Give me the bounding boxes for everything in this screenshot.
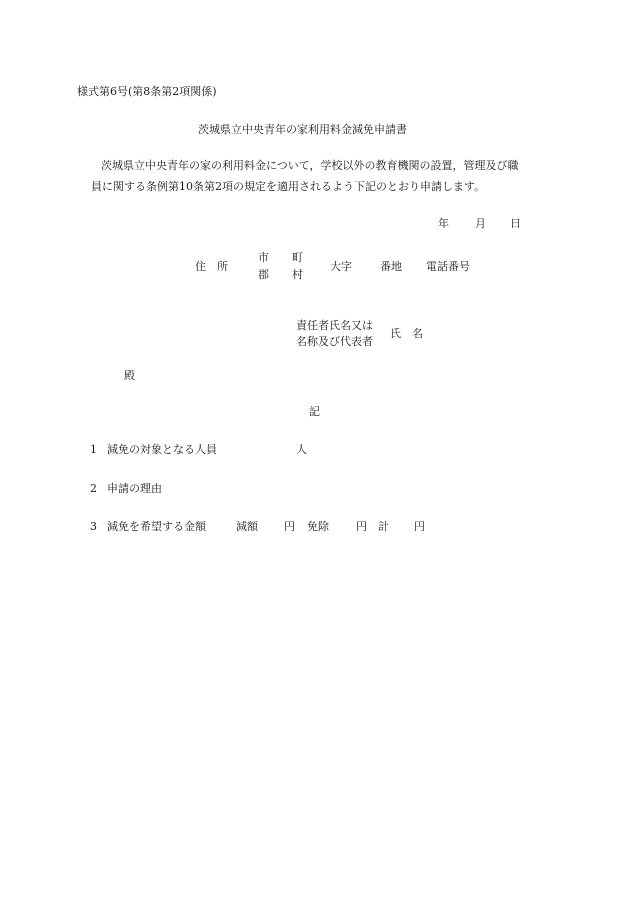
address-phone: 電話番号 xyxy=(426,260,470,273)
applicant-label-line2: 名称及び代表者 xyxy=(296,335,373,348)
intro-text-line2: 員に関する条例第10条第2項の規定を適用されるよう下記のとおり申請します。 xyxy=(91,180,486,193)
intro-text-line1: 茨城県立中央青年の家の利用料金について，学校以外の教育機関の設置，管理及び職 xyxy=(101,159,519,172)
item3-reduction: 減額 xyxy=(236,520,258,533)
date-day: 日 xyxy=(510,217,521,230)
document-title: 茨城県立中央青年の家利用料金減免申請書 xyxy=(198,123,407,136)
applicant-label-line1: 責任者氏名又は xyxy=(296,319,373,332)
item3-exemption: 免除 xyxy=(307,520,329,533)
item1-unit: 人 xyxy=(296,443,307,456)
address-mura: 村 xyxy=(292,268,303,281)
addressee-suffix: 殿 xyxy=(124,369,135,382)
date-year: 年 xyxy=(438,217,449,230)
ki-heading: 記 xyxy=(309,405,320,418)
address-banchi: 番地 xyxy=(380,260,402,273)
address-shi: 市 xyxy=(258,251,269,264)
address-label: 住 所 xyxy=(195,260,228,273)
item3-yen2: 円 xyxy=(356,520,367,533)
item1-label: 減免の対象となる人員 xyxy=(107,443,217,456)
date-month: 月 xyxy=(475,217,486,230)
item3-number: 3 xyxy=(90,520,97,533)
item3-yen3: 円 xyxy=(414,520,425,533)
item3-yen1: 円 xyxy=(284,520,295,533)
address-oaza: 大字 xyxy=(330,260,352,273)
applicant-name-label: 氏 名 xyxy=(390,327,423,340)
item3-label: 減免を希望する金額 xyxy=(107,520,206,533)
item3-total: 計 xyxy=(378,520,389,533)
item2-number: 2 xyxy=(90,482,97,495)
address-gun: 郡 xyxy=(258,268,269,281)
item2-label: 申請の理由 xyxy=(107,482,162,495)
item1-number: 1 xyxy=(90,443,97,456)
address-machi: 町 xyxy=(292,251,303,264)
form-number: 様式第6号(第8条第2項関係) xyxy=(77,85,217,98)
